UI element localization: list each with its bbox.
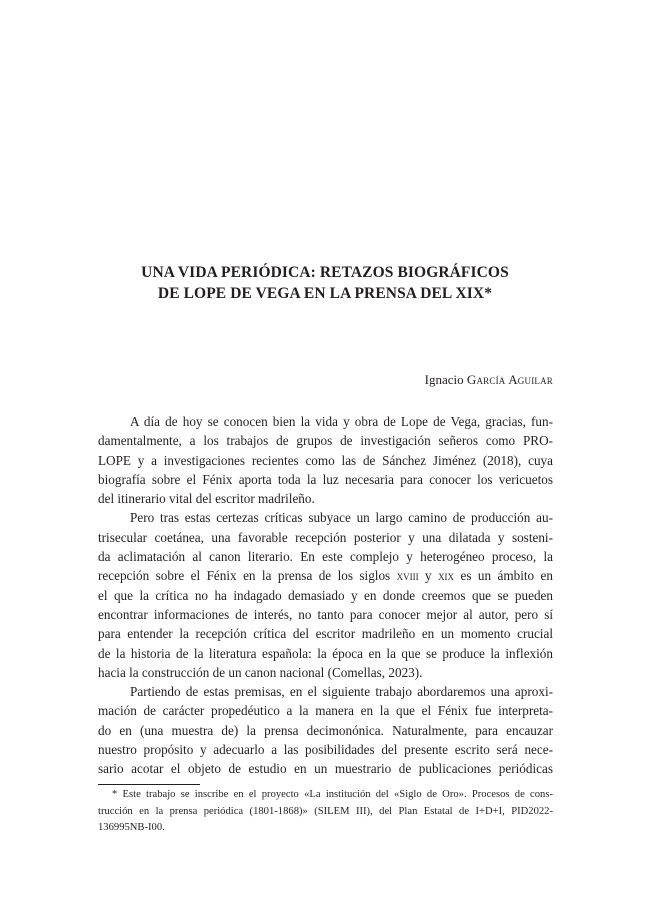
paragraph-2-line: hacia la construcción de un canon nacional (Comellas, 2023). — [98, 664, 423, 680]
text-fragment: y — [418, 568, 439, 584]
article-title — [80, 262, 570, 304]
paragraph-3-line: sario acotar el objeto de estudio en un muestrario de publicaciones periódicas — [98, 761, 553, 777]
paragraph-1-line: biografía sobre el Fénix aporta toda la luz necesaria para conocer los vericuetos — [98, 471, 553, 487]
text-fragment: es un ámbito en — [454, 568, 554, 584]
footnote-divider — [98, 784, 200, 785]
paragraph-1-line: damentalmente, a los trabajos de grupos de investigación señeros como PRO- — [98, 433, 553, 449]
paragraph-2-line: trisecular coetánea, una favorable recepción posterior y una dilatada y sosteni- — [98, 529, 553, 545]
paragraph-1-line: del itinerario vital del escritor madrileño. — [98, 491, 315, 507]
paragraph-2-line: el que la crítica no ha indagado demasiado y en donde creemos que se pueden — [98, 587, 553, 603]
author-name — [425, 372, 553, 388]
paragraph-3-line: nuestro propósito y adecuarlo a las posibilidades del presente escrito será nece- — [98, 742, 553, 758]
footnote — [98, 787, 553, 837]
title-line-2: DE LOPE DE VEGA EN LA PRENSA DEL XIX* — [157, 285, 493, 302]
author-last-name: García Aguilar — [466, 372, 553, 387]
paragraph-3-line: Partiendo de estas premisas, en el siguiente trabajo abordaremos una aproxi- — [130, 684, 553, 700]
paragraph-1-line: LOPE y a investigaciones recientes como las de Sánchez Jiménez (2018), cuya — [98, 452, 553, 468]
body-text — [98, 412, 553, 779]
paragraph-2-line: encontrar informaciones de interés, no tanto para conocer mejor al autor, pero sí — [98, 606, 553, 622]
paragraph-2-line: Pero tras estas certezas críticas subyace un largo camino de producción au- — [130, 510, 553, 526]
paragraph-2-line: da aclimatación al canon literario. En este complejo y heterogéneo proceso, la — [98, 549, 553, 565]
footnote-line: 136995NB-I00. — [98, 822, 165, 834]
author-first-name: Ignacio — [424, 372, 464, 387]
footnote-line: * Este trabajo se inscribe en el proyecto «La institución del «Siglo de Oro». Procesos de cons- — [112, 789, 553, 800]
title-line-1: UNA VIDA PERIÓDICA: RETAZOS BIOGRÁFICOS — [141, 264, 509, 281]
century-numeral: xviii — [396, 568, 419, 584]
paragraph-2-line — [98, 566, 553, 585]
century-numeral: xix — [438, 568, 455, 584]
paragraph-2-line: para entender la recepción crítica del escritor madrileño en un momento crucial — [98, 626, 553, 642]
paragraph-3-line: do en (una muestra de) la prensa decimonónica. Naturalmente, para encauzar — [98, 722, 553, 738]
paragraph-2-line: de la historia de la literatura española: la época en la que se produce la inflexión — [98, 645, 553, 661]
paragraph-3-line: mación de carácter propedéutico a la manera en la que el Fénix fue interpreta- — [98, 703, 553, 719]
paragraph-1-line: A día de hoy se conocen bien la vida y obra de Lope de Vega, gracias, fun- — [130, 414, 553, 429]
footnote-line: trucción en la prensa periódica (1801-1868)» (SILEM III), del Plan Estatal de I+D+I, PID2022- — [98, 805, 553, 817]
text-fragment: recepción sobre el Fénix en la prensa de los siglos — [98, 568, 397, 584]
